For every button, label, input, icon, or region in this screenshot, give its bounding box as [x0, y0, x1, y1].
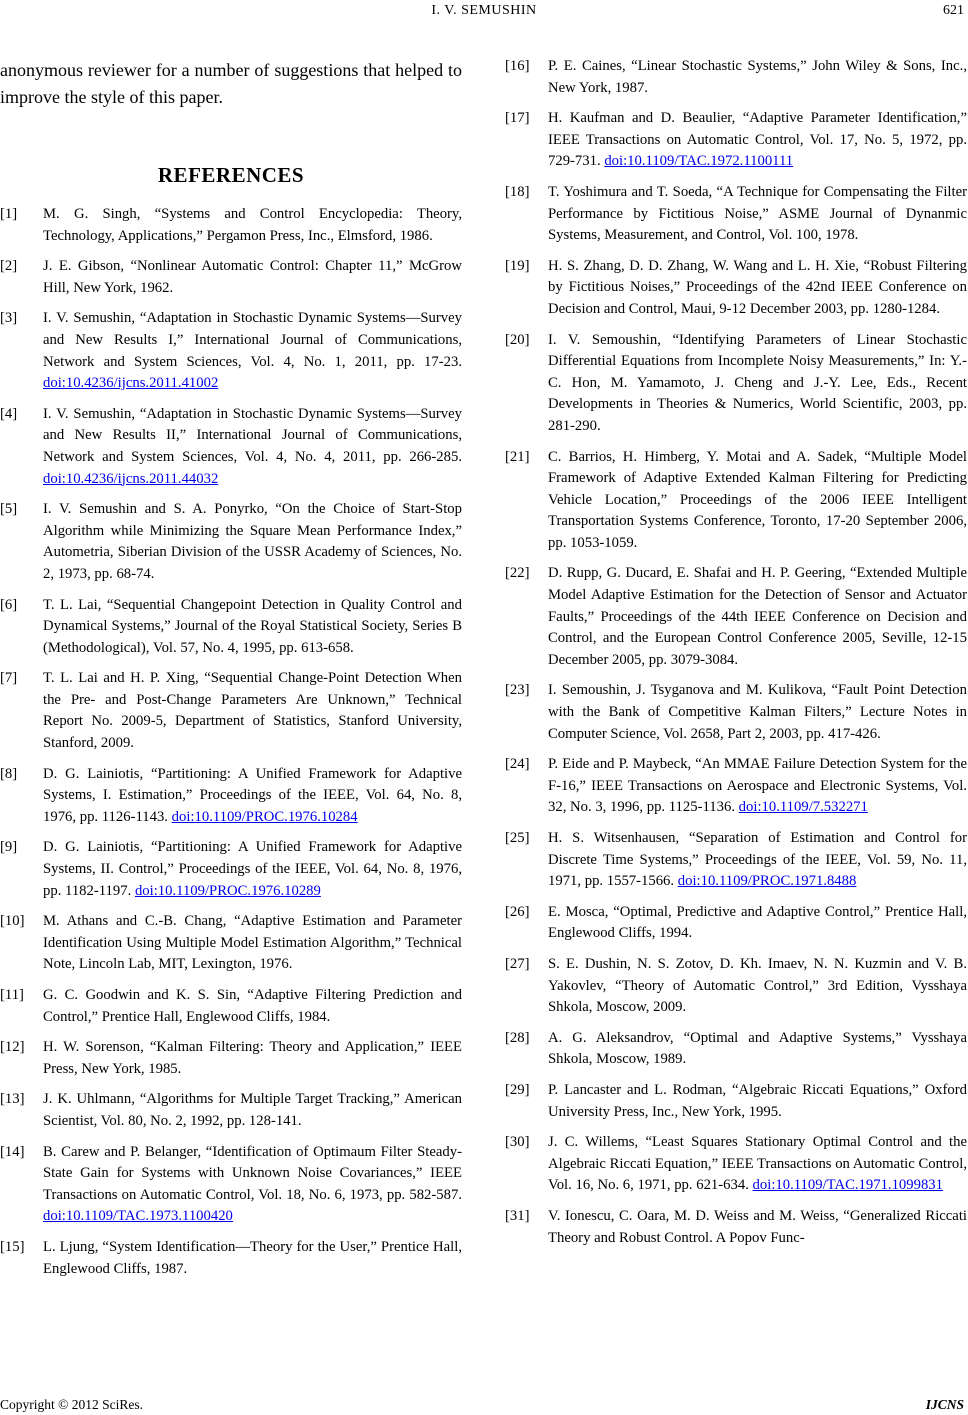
intro-paragraph: anonymous reviewer for a number of suggestions that helped to improve the style of this paper. — [0, 60, 462, 107]
reference-number: [14] — [0, 1143, 25, 1160]
reference-item — [505, 56, 967, 99]
reference-text: P. Lancaster and L. Rodman, “Algebraic Riccati Equations,” Oxford University Press, Inc., New York, 1995. — [548, 1081, 967, 1120]
reference-number: [26] — [505, 903, 530, 920]
reference-item — [0, 308, 462, 394]
reference-text: T. Yoshimura and T. Soeda, “A Technique for Compensating the Filter Performance by Fictitious Noise,” ASME Journal of Dynanmic Systems, Measurement, and Control, Vol. 100, 1978. — [548, 183, 967, 244]
reference-number: [27] — [505, 955, 530, 972]
reference-item — [0, 911, 462, 976]
reference-text: T. L. Lai, “Sequential Changepoint Detection in Quality Control and Dynamical Systems,” Journal of the Royal Statistical Society, Series B (Methodological), Vol. 57, No. 4, 1995, pp. 613-658. — [43, 596, 462, 656]
doi-link[interactable]: doi:10.1109/TAC.1972.1100111 — [604, 153, 794, 170]
reference-item — [505, 447, 967, 555]
reference-number: [24] — [505, 756, 530, 773]
reference-item — [505, 182, 967, 247]
references-heading: REFERENCES — [157, 163, 305, 187]
reference-item — [0, 499, 462, 585]
reference-text: I. V. Semushin, “Adaptation in Stochastic Dynamic Systems—Survey and New Results I,” International Journal of Communications, Network and System Sciences, Vol. 4, No. 1, 2011, pp. 17-23. — [43, 310, 462, 370]
reference-text: M. G. Singh, “Systems and Control Encyclopedia: Theory, Technology, Applications,” Pergamon Press, Inc., Elmsford, 1986. — [43, 206, 462, 244]
reference-item — [505, 680, 967, 745]
doi-link[interactable]: doi:10.1109/PROC.1971.8488 — [677, 873, 857, 890]
reference-number: [1] — [0, 206, 18, 222]
reference-number: [5] — [0, 501, 18, 518]
reference-number: [30] — [505, 1134, 530, 1151]
doi-link[interactable]: doi:10.1109/7.532271 — [738, 799, 868, 816]
reference-number: [8] — [0, 765, 18, 782]
reference-number: [3] — [0, 310, 18, 327]
reference-item — [505, 828, 967, 893]
reference-text: P. E. Caines, “Linear Stochastic Systems,” John Wiley & Sons, Inc., New York, 1987. — [548, 58, 967, 96]
reference-text: T. L. Lai and H. P. Xing, “Sequential Change-Point Detection When the Pre- and Post-Change Parameters Are Unknown,” Technical Report No. 2009-5, Department of Statistics, Stanford University, Stanford, 2009. — [43, 670, 462, 752]
reference-text: J. K. Uhlmann, “Algorithms for Multiple Target Tracking,” American Scientist, Vol. 80, No. 2, 1992, pp. 128-141. — [43, 1091, 462, 1129]
reference-item — [505, 256, 967, 321]
reference-number: [2] — [0, 258, 18, 275]
reference-item — [0, 1037, 462, 1080]
reference-item — [0, 1142, 462, 1228]
reference-number: [28] — [505, 1029, 530, 1046]
reference-item — [505, 330, 967, 438]
doi-link[interactable]: doi:10.1109/PROC.1976.10289 — [134, 882, 321, 899]
reference-item — [505, 902, 967, 945]
running-head: I. V. SEMUSHIN — [431, 3, 537, 18]
reference-item — [0, 764, 462, 829]
reference-number: [20] — [505, 331, 530, 348]
reference-text: J. C. Willems, “Least Squares Stationary Optimal Control and the Algebraic Riccati Equation,” IEEE Transactions on Automatic Control, Vol. 16, No. 6, 1971, pp. 621-634. — [548, 1134, 967, 1194]
reference-number: [22] — [505, 565, 530, 582]
reference-text: H. S. Zhang, D. D. Zhang, W. Wang and L. H. Xie, “Robust Filtering by Fictitious Noises,” Proceedings of the 42nd IEEE Conference on Decision and Control, Maui, 9-12 December 2003, pp. 1280-1284. — [548, 257, 967, 317]
reference-number: [31] — [505, 1207, 530, 1224]
reference-text: E. Mosca, “Optimal, Predictive and Adaptive Control,” Prentice Hall, Englewood Cliffs, 1994. — [548, 903, 967, 942]
reference-item — [0, 837, 462, 902]
doi-link[interactable]: doi:10.1109/TAC.1971.1099831 — [752, 1177, 943, 1194]
reference-text: B. Carew and P. Belanger, “Identification of Optimaum Filter Steady-State Gain for Systems with Unknown Noise Covariances,” IEEE Transactions on Automatic Control, Vol. 18, No. 6, 1973, pp. 582-587. — [43, 1143, 462, 1203]
reference-text: I. V. Semushin, “Adaptation in Stochastic Dynamic Systems—Survey and New Results II,” International Journal of Communications, Network and System Sciences, Vol. 4, No. 4, 2011, pp. 266-285. — [43, 405, 462, 465]
reference-number: [17] — [505, 110, 530, 127]
reference-number: [9] — [0, 839, 18, 856]
doi-link[interactable]: doi:10.1109/TAC.1973.1100420 — [43, 1208, 233, 1225]
reference-number: [21] — [505, 448, 530, 465]
reference-item — [0, 985, 462, 1028]
reference-item — [505, 754, 967, 819]
reference-text: D. G. Lainiotis, “Partitioning: A Unified Framework for Adaptive Systems, II. Control,” Proceedings of the IEEE, Vol. 64, No. 8, 1976, pp. 1182-1197. — [43, 839, 462, 899]
reference-number: [10] — [0, 913, 25, 930]
reference-item — [505, 1132, 967, 1197]
footer-journal: IJCNS — [925, 1397, 964, 1412]
reference-item — [0, 1237, 462, 1280]
left-column — [0, 57, 462, 1289]
reference-item — [0, 1089, 462, 1132]
reference-text: H. W. Sorenson, “Kalman Filtering: Theory and Application,” IEEE Press, New York, 1985. — [43, 1039, 462, 1077]
reference-number: [25] — [505, 830, 530, 846]
reference-text: I. Semoushin, J. Tsyganova and M. Kulikova, “Fault Point Detection with the Bank of Competitive Kalman Filters,” Lecture Notes in Computer Science, Vol. 2658, Part 2, 2003, pp. 417-426. — [548, 682, 967, 742]
page-number: 621 — [943, 3, 964, 18]
reference-item — [0, 595, 462, 660]
doi-link[interactable]: doi:10.4236/ijcns.2011.44032 — [43, 470, 219, 487]
reference-text: I. V. Semushin and S. A. Ponyrko, “On the Choice of Start-Stop Algorithm while Minimizing the Square Mean Performance Index,” Autometria, Siberian Division of the USSR Academy of Sciences, No. 2, 1973, pp. 68-74. — [43, 501, 462, 582]
reference-number: [29] — [505, 1081, 530, 1098]
reference-list-right — [505, 56, 967, 1249]
footer-copyright: Copyright © 2012 SciRes. — [0, 1397, 144, 1412]
reference-item — [505, 1080, 967, 1123]
reference-text: L. Ljung, “System Identification—Theory for the User,” Prentice Hall, Englewood Cliffs, 1987. — [43, 1238, 462, 1277]
reference-number: [6] — [0, 596, 18, 613]
reference-number: [12] — [0, 1039, 25, 1056]
reference-text: H. Kaufman and D. Beaulier, “Adaptive Parameter Identification,” IEEE Transactions on Automatic Control, Vol. 17, No. 5, 1972, pp. 729-731. — [548, 110, 967, 170]
reference-item — [0, 668, 462, 754]
right-column — [505, 56, 967, 1258]
reference-text: D. G. Lainiotis, “Partitioning: A Unified Framework for Adaptive Systems, I. Estimation,” Proceedings of the IEEE, Vol. 64, No. 8, 1976, pp. 1126-1143. — [43, 765, 462, 825]
reference-item — [505, 1206, 967, 1249]
reference-item — [505, 954, 967, 1019]
reference-text: H. S. Witsenhausen, “Separation of Estimation and Control for Discrete Time Systems,” Proceedings of the IEEE, Vol. 59, No. 11, 1971, pp. 1557-1566. — [548, 830, 967, 890]
reference-item — [0, 204, 462, 247]
reference-text: M. Athans and C.-B. Chang, “Adaptive Estimation and Parameter Identification Using Multiple Model Estimation Algorithm,” Technical Note, Lincoln Lab, MIT, Lexington, 1976. — [43, 913, 462, 973]
reference-text: I. V. Semoushin, “Identifying Parameters of Linear Stochastic Differential Equations from Incomplete Noisy Measurements,” In: Y.-C. Hon, M. Yamamoto, J. Cheng and J.-Y. Lee, Eds., Recent Developments in Theories & Numerics, World Scientific, 2003, pp. 281-290. — [548, 331, 967, 434]
reference-text: J. E. Gibson, “Nonlinear Automatic Control: Chapter 11,” McGrow Hill, New York, 1962. — [43, 258, 462, 296]
reference-number: [18] — [505, 183, 530, 200]
reference-item — [0, 404, 462, 490]
reference-text: D. Rupp, G. Ducard, E. Shafai and H. P. Geering, “Extended Multiple Model Adaptive Estimation for the Detection of Sensor and Actuator Faults,” Proceedings of the 44th IEEE Conference on Decision and Control, and the European Control Conference 2005, Seville, 12-15 December 2005, pp. 3079-3084. — [548, 565, 967, 668]
reference-number: [13] — [0, 1091, 25, 1108]
reference-text: P. Eide and P. Maybeck, “An MMAE Failure Detection System for the F-16,” IEEE Transactions on Aerospace and Electronic Systems, Vol. 32, No. 3, 1996, pp. 1125-1136. — [548, 756, 967, 816]
doi-link[interactable]: doi:10.4236/ijcns.2011.41002 — [43, 375, 219, 392]
reference-list-left — [0, 204, 462, 1280]
reference-text: G. C. Goodwin and K. S. Sin, “Adaptive Filtering Prediction and Control,” Prentice Hall, Englewood Cliffs, 1984. — [43, 987, 462, 1025]
reference-number: [16] — [505, 58, 530, 74]
reference-number: [11] — [0, 987, 24, 1003]
reference-number: [23] — [505, 682, 530, 699]
reference-item — [505, 108, 967, 173]
reference-number: [7] — [0, 670, 18, 687]
doi-link[interactable]: doi:10.1109/PROC.1976.10284 — [171, 808, 358, 825]
reference-item — [505, 563, 967, 671]
reference-item — [505, 1028, 967, 1071]
reference-item — [0, 256, 462, 299]
reference-text: S. E. Dushin, N. S. Zotov, D. Kh. Imaev, N. N. Kuzmin and V. B. Yakovlev, “Theory of Automatic Control,” 3rd Edition, Vysshaya Shkola, Moscow, 2009. — [548, 955, 967, 1016]
reference-text: V. Ionescu, C. Oara, M. D. Weiss and M. Weiss, “Generalized Riccati Theory and Robust Control. A Popov Func- — [548, 1207, 967, 1246]
reference-text: C. Barrios, H. Himberg, Y. Motai and A. Sadek, “Multiple Model Framework of Adaptive Extended Kalman Filtering for Predicting Vehicle Location,” Proceedings of the 2006 IEEE Intelligent Transportation Systems Conference, Toronto, 17-20 September 2006, pp. 1053-1059. — [548, 448, 967, 551]
reference-number: [4] — [0, 405, 18, 422]
reference-text: A. G. Aleksandrov, “Optimal and Adaptive Systems,” Vysshaya Shkola, Moscow, 1989. — [548, 1029, 967, 1068]
reference-number: [15] — [0, 1238, 25, 1255]
reference-number: [19] — [505, 257, 530, 274]
